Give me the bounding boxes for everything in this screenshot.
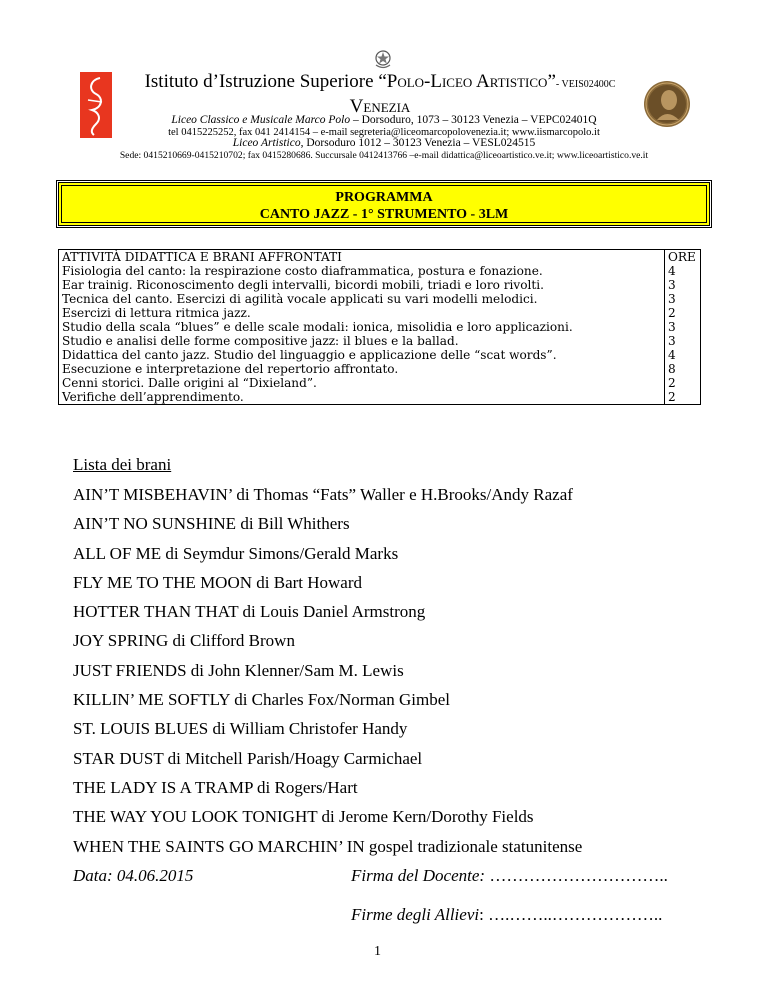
table-row xyxy=(59,390,701,405)
table-row xyxy=(59,376,701,390)
header-activities: ATTIVITÀ DIDATTICA E BRANI AFFRONTATI xyxy=(59,250,665,265)
list-item: THE WAY YOU LOOK TONIGHT di Jerome Kern/Dorothy Fields xyxy=(73,807,534,827)
activity-hours: 2 xyxy=(665,390,701,405)
table-row xyxy=(59,334,701,348)
institute-name: Polo-Liceo Artistico xyxy=(386,71,548,92)
activity-hours: 3 xyxy=(665,292,701,306)
activity-hours: 3 xyxy=(665,320,701,334)
list-item: HOTTER THAN THAT di Louis Daniel Armstrong xyxy=(73,602,426,622)
table-row xyxy=(59,362,701,376)
activities-table xyxy=(58,249,701,405)
table-row xyxy=(59,348,701,362)
teacher-signature-label: Firma del Docente: xyxy=(351,866,490,885)
institute-suffix: ” xyxy=(547,71,556,92)
liceo-artistico-name: Liceo Artistico xyxy=(232,137,301,149)
activity-hours: 3 xyxy=(665,334,701,348)
program-banner xyxy=(58,182,710,226)
table-row xyxy=(59,320,701,334)
table-row xyxy=(59,292,701,306)
list-item: AIN’T MISBEHAVIN’ di Thomas “Fats” Waller e H.Brooks/Andy Razaf xyxy=(73,485,573,504)
activity-hours: 4 xyxy=(665,264,701,278)
list-item: THE LADY IS A TRAMP di Rogers/Hart xyxy=(73,777,358,797)
table-header-row xyxy=(59,250,701,265)
activity-hours: 2 xyxy=(665,376,701,390)
activity-desc: Cenni storici. Dalle origini al “Dixieland”. xyxy=(59,376,665,390)
banner-line-2: CANTO JAZZ - 1° STRUMENTO - 3LM xyxy=(259,207,509,222)
institute-city: Venezia xyxy=(349,96,411,117)
activity-hours: 8 xyxy=(665,362,701,376)
activity-hours: 2 xyxy=(665,306,701,320)
table-row xyxy=(59,278,701,292)
page-number: 1 xyxy=(374,944,381,959)
students-signature-line xyxy=(351,905,662,925)
institute-code: - VEIS02400C xyxy=(555,79,616,90)
document-date: Data: 04.06.2015 xyxy=(73,866,194,885)
list-item: AIN’T NO SUNSHINE di Bill Whithers xyxy=(73,514,350,534)
list-item: STAR DUST di Mitchell Parish/Hoagy Carmichael xyxy=(73,748,423,768)
table-row xyxy=(59,264,701,278)
songs-list xyxy=(73,480,582,861)
list-item: ALL OF ME di Seymdur Simons/Gerald Marks xyxy=(73,543,399,563)
students-signature-colon: : xyxy=(479,905,484,924)
list-item: WHEN THE SAINTS GO MARCHIN’ IN gospel tradizionale statunitense xyxy=(73,836,583,856)
songs-list-title: Lista dei brani xyxy=(73,455,172,474)
activity-desc: Tecnica del canto. Esercizi di agilità vocale applicati su vari modelli melodici. xyxy=(59,292,665,306)
italian-republic-emblem-icon xyxy=(373,48,393,70)
activity-desc: Ear trainig. Riconoscimento degli intervalli, bicordi mobili, triadi e loro rivolti. xyxy=(59,278,665,292)
activity-desc: Esecuzione e interpretazione del repertorio affrontato. xyxy=(59,362,665,376)
list-item: FLY ME TO THE MOON di Bart Howard xyxy=(73,572,363,592)
institute-title xyxy=(120,71,640,118)
header-line-sede: Sede: 0415210669-0415210702; fax 0415280686. Succursale 0412413766 –e-mail didattica@liceoartistico.ve.it; www.liceoartistico.ve.it xyxy=(119,150,649,161)
activity-desc: Studio e analisi delle forme compositive jazz: il blues e la ballad. xyxy=(59,334,665,348)
activity-desc: Verifiche dell’apprendimento. xyxy=(59,390,665,405)
list-item: JUST FRIENDS di John Klenner/Sam M. Lewis xyxy=(73,660,404,680)
liceo-artistico-address: , Dorsoduro 1012 – 30123 Venezia – VESL024515 xyxy=(300,137,536,149)
list-item: JOY SPRING di Clifford Brown xyxy=(73,631,295,651)
teacher-signature-dots: ………………………….. xyxy=(489,866,668,885)
header-line-contacts: tel 0415225252, fax 041 2414154 – e-mail segreteria@liceomarcopolovenezia.it; www.iismarcopolo.it xyxy=(168,127,600,138)
header-hours: ORE xyxy=(665,250,701,265)
activity-desc: Didattica del canto jazz. Studio del linguaggio e applicazione delle “scat words”. xyxy=(59,348,665,362)
activity-hours: 4 xyxy=(665,348,701,362)
institute-prefix: Istituto d’Istruzione Superiore “ xyxy=(144,71,387,92)
liceo-classico-name: Liceo Classico e Musicale Marco Polo xyxy=(171,114,351,126)
teacher-signature-line xyxy=(351,866,668,886)
list-item: ST. LOUIS BLUES di William Christofer Handy xyxy=(73,719,408,739)
activity-hours: 3 xyxy=(665,278,701,292)
activity-desc: Fisiologia del canto: la respirazione costo diaframmatica, postura e fonazione. xyxy=(59,264,665,278)
students-signature-dots: ….……..……………….. xyxy=(483,905,663,924)
activity-desc: Esercizi di lettura ritmica jazz. xyxy=(59,306,665,320)
banner-line-1: PROGRAMMA xyxy=(335,190,433,205)
liceo-classico-address: – Dorsoduro, 1073 – 30123 Venezia – VEPC02401Q xyxy=(350,114,597,126)
table-row xyxy=(59,306,701,320)
activity-desc: Studio della scala “blues” e delle scale modali: ionica, misolidia e loro applicazioni. xyxy=(59,320,665,334)
list-item: KILLIN’ ME SOFTLY di Charles Fox/Norman Gimbel xyxy=(73,690,450,710)
students-signature-label: Firme degli Allievi xyxy=(351,905,480,924)
